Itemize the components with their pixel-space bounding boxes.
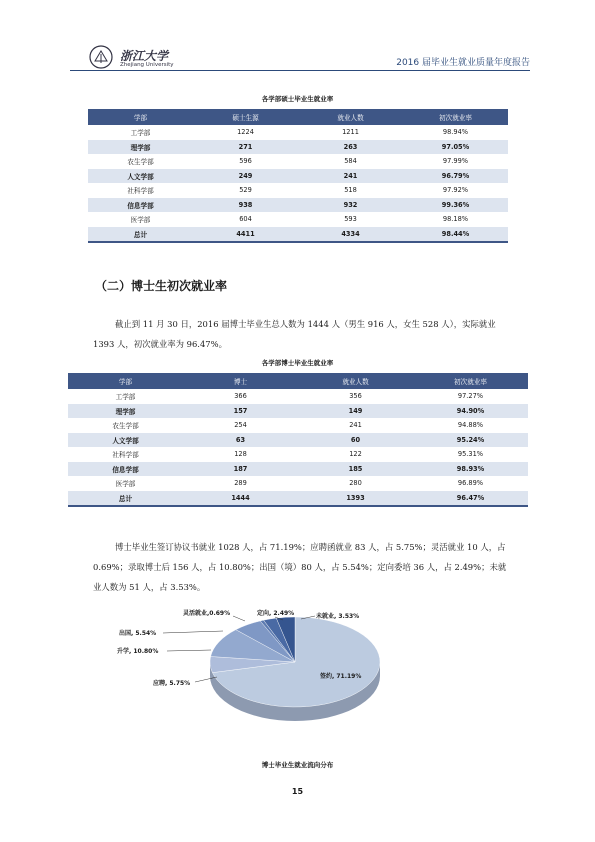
value-cell: 271 — [193, 140, 298, 155]
value-cell: 98.44% — [403, 227, 508, 243]
department-cell: 信息学部 — [68, 462, 183, 477]
value-cell: 356 — [349, 392, 362, 401]
leader-line — [163, 631, 223, 633]
value-cell: 98.94% — [442, 128, 469, 137]
masters-employment-table — [88, 109, 508, 243]
value-cell: 60 — [298, 433, 413, 448]
department-cell: 农生学部 — [112, 422, 139, 431]
table-row — [88, 125, 508, 140]
value-cell: 529 — [239, 186, 252, 195]
slice-label: 未就业, 3.53% — [316, 613, 360, 620]
department-cell: 理学部 — [68, 404, 183, 419]
table-row — [68, 447, 528, 462]
value-cell: 98.18% — [442, 215, 469, 224]
value-cell: 932 — [298, 198, 403, 213]
value-cell: 94.88% — [457, 421, 484, 430]
value-cell: 241 — [298, 169, 403, 184]
value-cell: 95.24% — [413, 433, 528, 448]
department-cell: 农生学部 — [127, 158, 154, 167]
table-row — [68, 418, 528, 433]
page-header — [70, 40, 530, 74]
table-row — [88, 198, 508, 213]
department-cell: 工学部 — [115, 393, 136, 402]
report-title: 2016 届毕业生就业质量年度报告 — [396, 58, 530, 68]
table2-caption: 各学部博士毕业生就业率 — [261, 359, 334, 367]
value-cell: 99.36% — [403, 198, 508, 213]
phd-destination-paragraph: 博士毕业生签订协议书就业 1028 人，占 71.19%；应聘函就业 83 人，占 5.75%；灵活就业 10 人，占 0.69%；录取博士后 156 人，占 10.80%；出国（境）80 人，占 5.54%；定向委培 36 人，占 2.49%；未就业人数为 51 人，占 3.53%。 — [93, 542, 507, 592]
chart-title: 博士毕业生就业流向分布 — [261, 761, 334, 769]
column-header: 就业人数 — [298, 373, 413, 389]
value-cell: 95.31% — [457, 450, 484, 459]
department-cell: 人文学部 — [88, 169, 193, 184]
value-cell: 4334 — [298, 227, 403, 243]
department-cell: 信息学部 — [88, 198, 193, 213]
table-row — [88, 212, 508, 227]
value-cell: 63 — [183, 433, 298, 448]
value-cell: 1211 — [342, 128, 359, 137]
column-header: 学部 — [68, 373, 183, 389]
value-cell: 128 — [234, 450, 247, 459]
value-cell: 187 — [183, 462, 298, 477]
university-logo — [88, 44, 198, 72]
slice-label: 定向, 2.49% — [257, 610, 295, 617]
department-cell: 社科学部 — [127, 187, 154, 196]
leader-line — [233, 616, 245, 621]
value-cell: 263 — [298, 140, 403, 155]
slice-label: 应聘, 5.75% — [153, 680, 191, 687]
value-cell: 122 — [349, 450, 362, 459]
slice-label: 签约, 71.19% — [320, 673, 362, 680]
department-cell: 总计 — [68, 491, 183, 507]
value-cell: 1393 — [298, 491, 413, 507]
table-row — [68, 491, 528, 507]
column-header: 就业人数 — [298, 109, 403, 125]
value-cell: 596 — [239, 157, 252, 166]
column-header: 硕士生源 — [193, 109, 298, 125]
value-cell: 98.93% — [413, 462, 528, 477]
table-row — [68, 433, 528, 448]
logo-subtext: Zhejiang University — [120, 62, 174, 68]
value-cell: 584 — [344, 157, 357, 166]
slice-label: 出国, 5.54% — [119, 630, 157, 637]
phd-employment-table — [68, 373, 528, 507]
table-header-row — [88, 109, 508, 125]
value-cell: 938 — [193, 198, 298, 213]
value-cell: 97.27% — [457, 392, 484, 401]
value-cell: 280 — [349, 479, 362, 488]
page-number: 15 — [291, 787, 304, 796]
table-row — [68, 389, 528, 404]
section-title: （二）博士生初次就业率 — [95, 279, 228, 293]
header-divider — [70, 70, 530, 71]
value-cell: 4411 — [193, 227, 298, 243]
value-cell: 593 — [344, 215, 357, 224]
value-cell: 97.05% — [403, 140, 508, 155]
table-row — [88, 169, 508, 184]
value-cell: 366 — [234, 392, 247, 401]
value-cell: 249 — [193, 169, 298, 184]
table1-caption: 各学部硕士毕业生就业率 — [261, 95, 334, 103]
value-cell: 96.79% — [403, 169, 508, 184]
phd-summary-paragraph: 截止到 11 月 30 日，2016 届博士毕业生总人数为 1444 人（男生 916 人，女生 528 人），实际就业 1393 人，初次就业率为 96.47%。 — [93, 319, 496, 349]
value-cell: 149 — [298, 404, 413, 419]
department-cell: 工学部 — [130, 129, 151, 138]
value-cell: 94.90% — [413, 404, 528, 419]
value-cell: 1444 — [183, 491, 298, 507]
value-cell: 241 — [349, 421, 362, 430]
value-cell: 254 — [234, 421, 247, 430]
value-cell: 97.92% — [442, 186, 469, 195]
department-cell: 社科学部 — [112, 451, 139, 460]
table-row — [88, 227, 508, 243]
department-cell: 医学部 — [115, 480, 136, 489]
department-cell: 理学部 — [88, 140, 193, 155]
value-cell: 97.99% — [442, 157, 469, 166]
value-cell: 157 — [183, 404, 298, 419]
value-cell: 518 — [344, 186, 357, 195]
slice-label: 升学, 10.80% — [117, 648, 159, 655]
logo-emblem-icon — [88, 44, 114, 70]
column-header: 初次就业率 — [403, 109, 508, 125]
destination-pie-chart — [115, 602, 415, 732]
column-header: 博士 — [183, 373, 298, 389]
table-row — [88, 154, 508, 169]
value-cell: 289 — [234, 479, 247, 488]
value-cell: 604 — [239, 215, 252, 224]
table-row — [68, 404, 528, 419]
table-row — [88, 183, 508, 198]
department-cell: 医学部 — [130, 216, 151, 225]
table-header-row — [68, 373, 528, 389]
value-cell: 96.89% — [457, 479, 484, 488]
column-header: 初次就业率 — [413, 373, 528, 389]
value-cell: 1224 — [237, 128, 254, 137]
table-row — [68, 462, 528, 477]
value-cell: 185 — [298, 462, 413, 477]
column-header: 学部 — [88, 109, 193, 125]
table-row — [88, 140, 508, 155]
department-cell: 总计 — [88, 227, 193, 243]
department-cell: 人文学部 — [68, 433, 183, 448]
slice-label: 灵活就业,0.69% — [183, 610, 231, 617]
value-cell: 96.47% — [413, 491, 528, 507]
table-row — [68, 476, 528, 491]
leader-line — [167, 650, 211, 651]
logo-text: 浙江大学 — [120, 49, 169, 63]
